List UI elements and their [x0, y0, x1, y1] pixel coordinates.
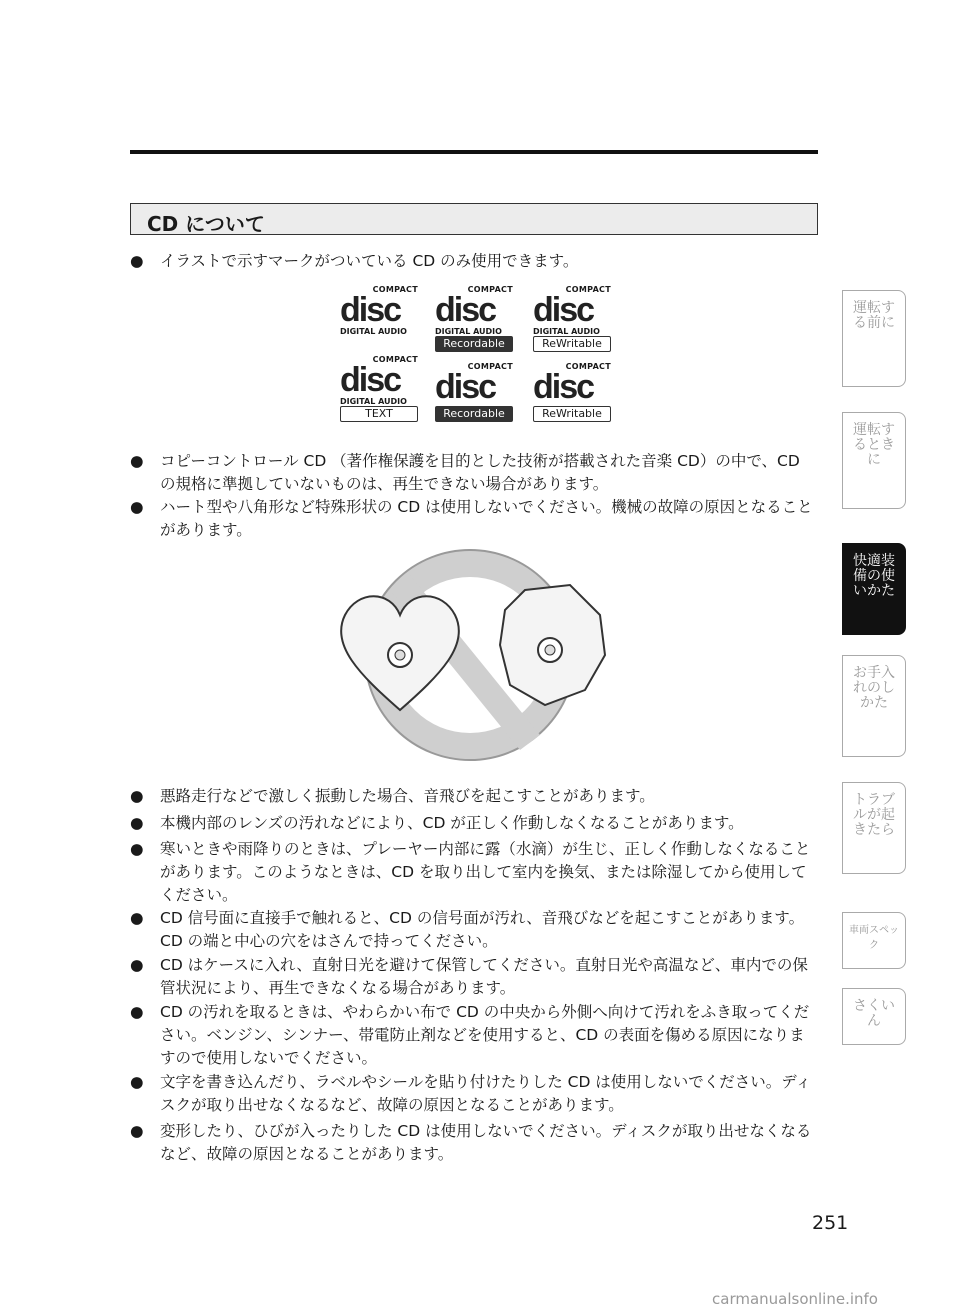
disc-logo [435, 362, 515, 424]
logo-sub: DIGITAL AUDIO [340, 327, 407, 336]
note-text: CD 信号面に直接手で触れると、CD の信号面が汚れ、音飛びなどを起こすことがあります。CD の端と中心の穴をはさんで持ってください。 [160, 909, 805, 950]
section-title: CD について [147, 212, 265, 236]
logo-tag: Recordable [435, 336, 513, 352]
side-tab[interactable] [842, 655, 906, 757]
bullet-dot: ● [130, 787, 144, 805]
logo-compact: COMPACT [372, 355, 418, 364]
logo-disc: disc [340, 361, 401, 399]
note-text: 変形したり、ひびが入ったりした CD は使用しないでください。ディスクが取り出せなくなるなど、故障の原因となることがあります。 [160, 1122, 812, 1163]
bullet-dot: ● [130, 252, 144, 270]
bullet-dot: ● [130, 814, 144, 832]
side-tab[interactable] [842, 543, 906, 635]
logo-disc: disc [533, 368, 594, 406]
logo-tag: Recordable [435, 406, 513, 422]
disc-logo [340, 355, 420, 420]
intro-text: イラストで示すマークがついている CD のみ使用できます。 [160, 252, 579, 270]
octagon-disc-center [545, 645, 555, 655]
side-tab[interactable] [842, 912, 906, 969]
logo-sub: DIGITAL AUDIO [435, 327, 502, 336]
bullet-dot: ● [130, 1073, 144, 1091]
side-tab-label: 運転するときに [853, 422, 895, 468]
disc-logo [533, 362, 613, 424]
side-tab-label: 車両スペック [849, 925, 899, 951]
logo-sub: DIGITAL AUDIO [533, 327, 600, 336]
bullet-dot: ● [130, 452, 144, 470]
note-copy-control: コピーコントロール CD （著作権保護を目的とした技術が搭載された音楽 CD）の中で、CD の規格に準拠していないものは、再生できない場合があります。 [160, 452, 800, 493]
disc-logo [533, 285, 613, 350]
logo-tag: ReWritable [533, 406, 611, 422]
section-header [130, 203, 818, 235]
bullet-dot: ● [130, 909, 144, 927]
side-tab-label: お手入れのしかた [853, 665, 895, 711]
note-text: 悪路走行などで激しく振動した場合、音飛びを起こすことがあります。 [160, 787, 655, 805]
logo-sub: DIGITAL AUDIO [340, 397, 407, 406]
logo-compact: COMPACT [372, 285, 418, 294]
logo-disc: disc [435, 291, 496, 329]
note-text: CD の汚れを取るときは、やわらかい布で CD の中央から外側へ向けて汚れをふき取ってください。ベンジン、シンナー、帯電防止剤などを使用すると、CD の表面を傷める原因になりますので使用しないでください。 [160, 1003, 810, 1067]
logo-tag: ReWritable [533, 336, 611, 352]
side-tab[interactable] [842, 290, 906, 387]
note-text: 寒いときや雨降りのときは、プレーヤー内部に露（水滴）が生じ、正しく作動しなくなることがあります。このようなときは、CD を取り出して室内を換気、または除湿してから使用してください。 [160, 840, 811, 904]
footer-watermark: carmanualsonline.info [712, 1290, 878, 1308]
prohibited-disc-illustration [300, 545, 640, 770]
header-rule [130, 150, 818, 154]
logo-tag: TEXT [340, 406, 418, 422]
logo-disc: disc [533, 291, 594, 329]
disc-logo [340, 285, 420, 347]
side-tab-label: 運転する前に [853, 300, 895, 331]
page-number: 251 [812, 1212, 849, 1234]
logo-compact: COMPACT [565, 285, 611, 294]
bullet-dot: ● [130, 840, 144, 858]
disc-logo [435, 285, 515, 350]
logo-compact: COMPACT [565, 362, 611, 371]
side-tab-label: 快適装備の使いかた [853, 553, 895, 599]
side-tab[interactable] [842, 782, 906, 874]
note-text: CD はケースに入れ、直射日光を避けて保管してください。直射日光や高温など、車内での保管状況により、再生できなくなる場合があります。 [160, 956, 808, 997]
note-text: 文字を書き込んだり、ラベルやシールを貼り付けたりした CD は使用しないでください。ディスクが取り出せなくなるなど、故障の原因となることがあります。 [160, 1073, 812, 1114]
bullet-dot: ● [130, 956, 144, 974]
side-tab-label: トラブルが起きたら [853, 792, 895, 838]
logo-disc: disc [340, 291, 401, 329]
logo-disc: disc [435, 368, 496, 406]
bullet-dot: ● [130, 1003, 144, 1021]
side-tab[interactable] [842, 988, 906, 1045]
bullet-dot: ● [130, 1122, 144, 1140]
note-text: 本機内部のレンズの汚れなどにより、CD が正しく作動しなくなることがあります。 [160, 814, 744, 832]
logo-compact: COMPACT [467, 362, 513, 371]
bullet-dot: ● [130, 498, 144, 516]
note-special-shape: ハート型や八角形など特殊形状の CD は使用しないでください。機械の故障の原因となることがあります。 [160, 498, 813, 539]
side-tab-label: さくいん [853, 998, 895, 1029]
side-tab[interactable] [842, 412, 906, 509]
heart-disc-center [395, 650, 405, 660]
logo-compact: COMPACT [467, 285, 513, 294]
